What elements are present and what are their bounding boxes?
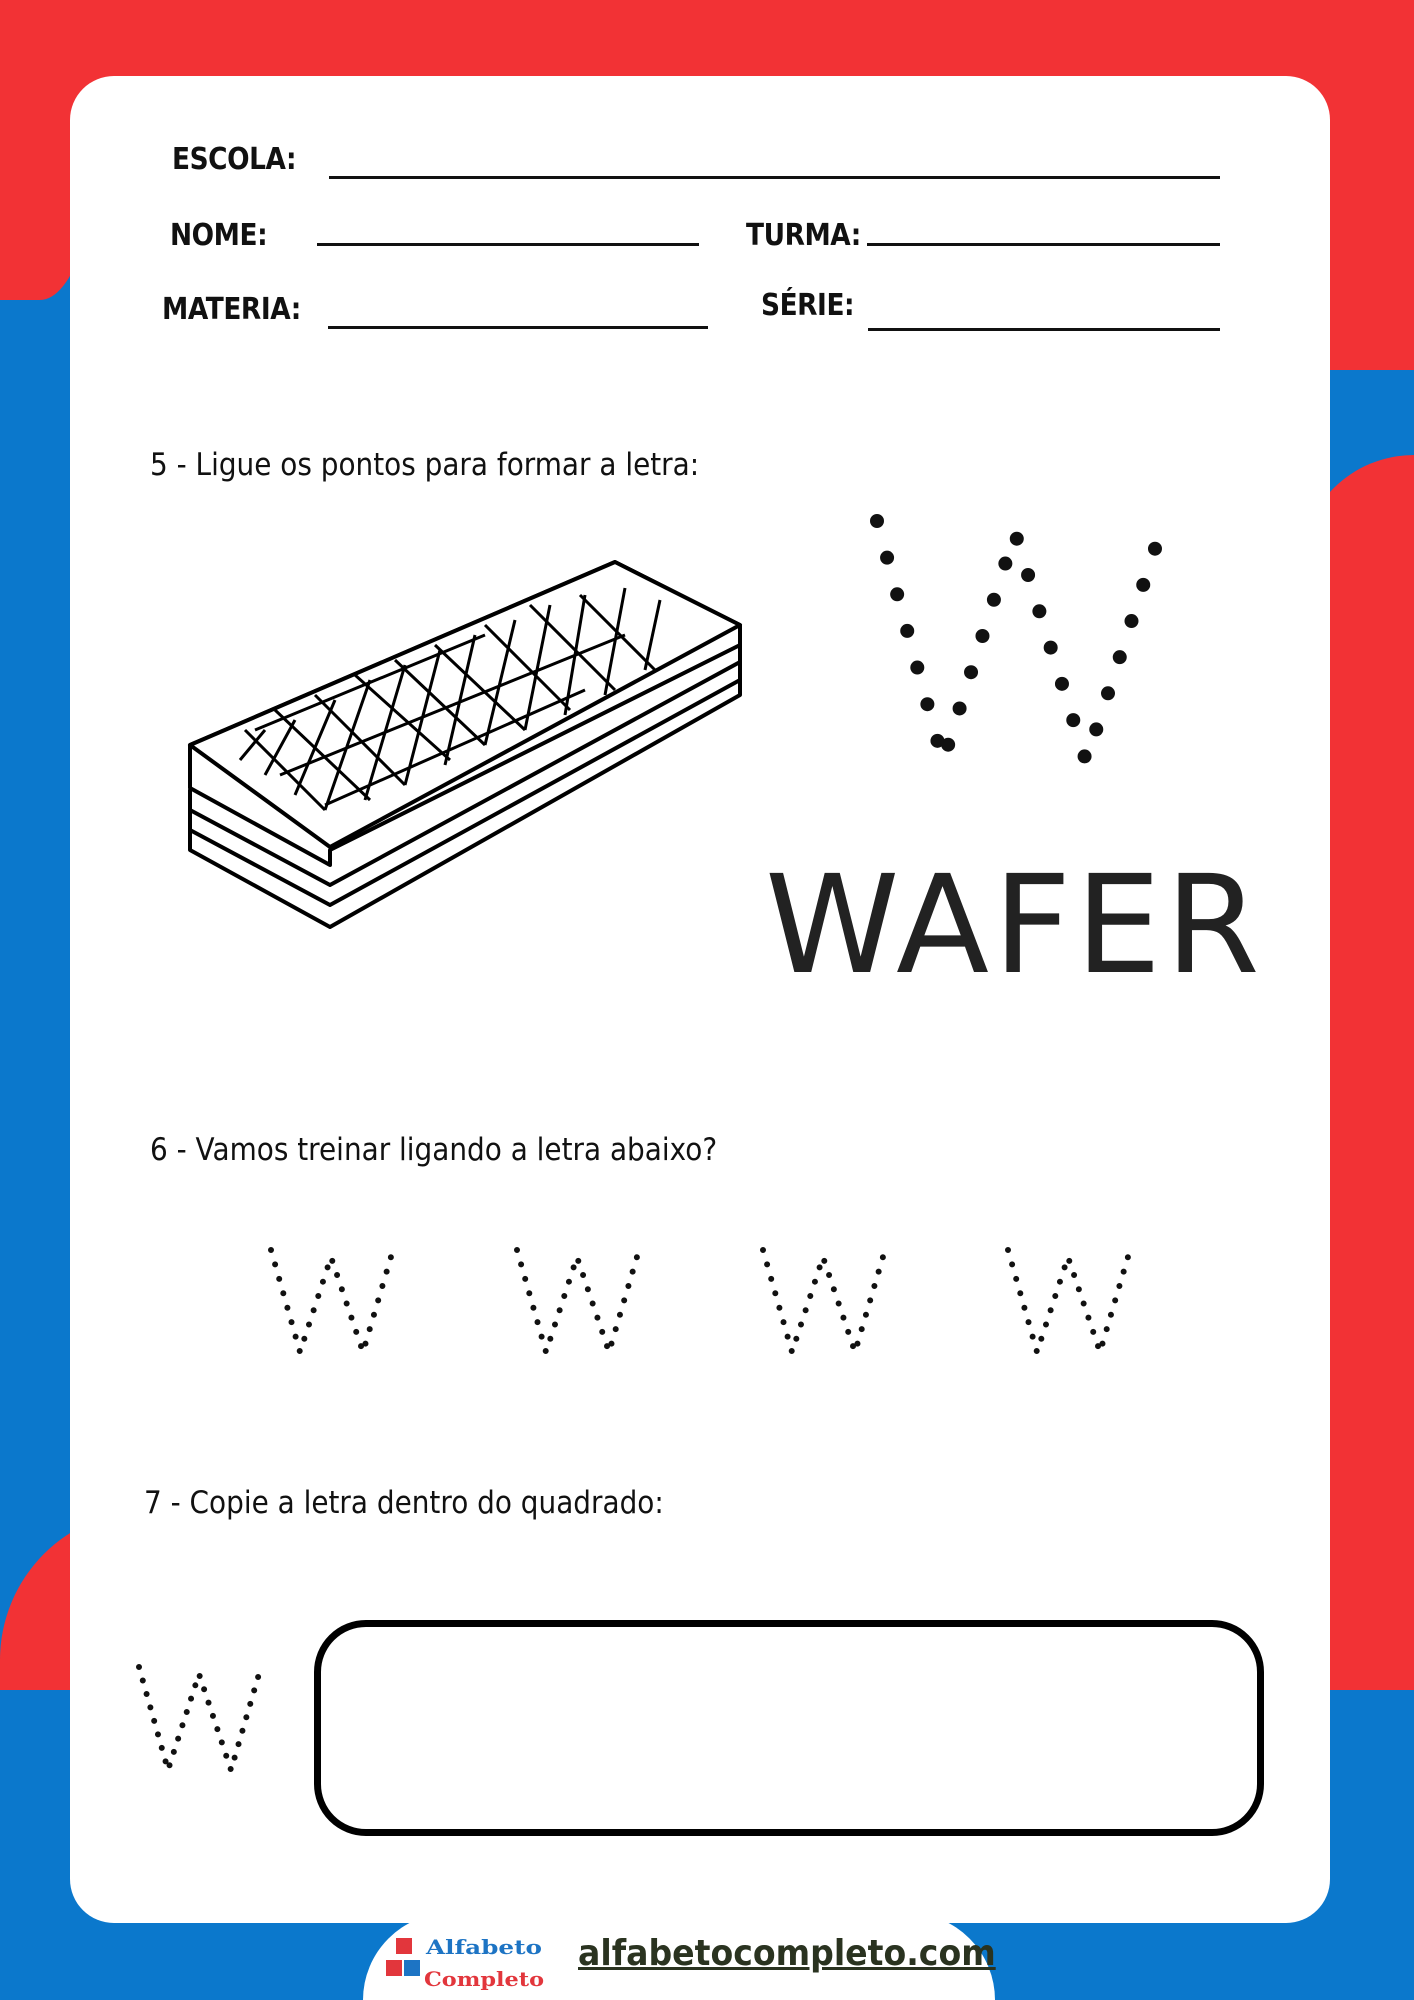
alfabeto-completo-logo (382, 1930, 547, 1992)
tracing-word-wafer: WAFER (765, 847, 1264, 1005)
escola-field[interactable] (329, 176, 1220, 179)
big-dotted-letter-w (871, 516, 1171, 766)
question-6: 6 - Vamos treinar ligando a letra abaixo? (150, 1132, 718, 1168)
turma-field[interactable] (867, 243, 1220, 246)
wafer-illustration (185, 560, 745, 930)
practice-letter-w-4 (1005, 1247, 1135, 1357)
nome-label: NOME: (170, 218, 268, 253)
website-link[interactable]: alfabetocompleto.com (578, 1933, 996, 1974)
materia-field[interactable] (328, 326, 708, 329)
question-7: 7 - Copie a letra dentro do quadrado: (144, 1485, 664, 1521)
practice-letter-w-1 (268, 1247, 398, 1357)
nome-field[interactable] (317, 243, 699, 246)
serie-field[interactable] (868, 328, 1220, 331)
practice-letter-w-3 (760, 1247, 890, 1357)
practice-letter-w-2 (514, 1247, 644, 1357)
svg-text:W: W (871, 516, 872, 517)
materia-label: MATERIA: (162, 292, 301, 327)
question-5: 5 - Ligue os pontos para formar a letra: (150, 447, 700, 483)
copy-letter-w (136, 1664, 266, 1774)
svg-text:Completo: Completo (424, 1967, 544, 1991)
escola-label: ESCOLA: (172, 142, 297, 177)
svg-text:Alfabeto: Alfabeto (424, 1935, 542, 1959)
turma-label: TURMA: (746, 218, 861, 253)
serie-label: SÉRIE: (761, 288, 855, 323)
copy-letter-box[interactable] (314, 1620, 1264, 1836)
